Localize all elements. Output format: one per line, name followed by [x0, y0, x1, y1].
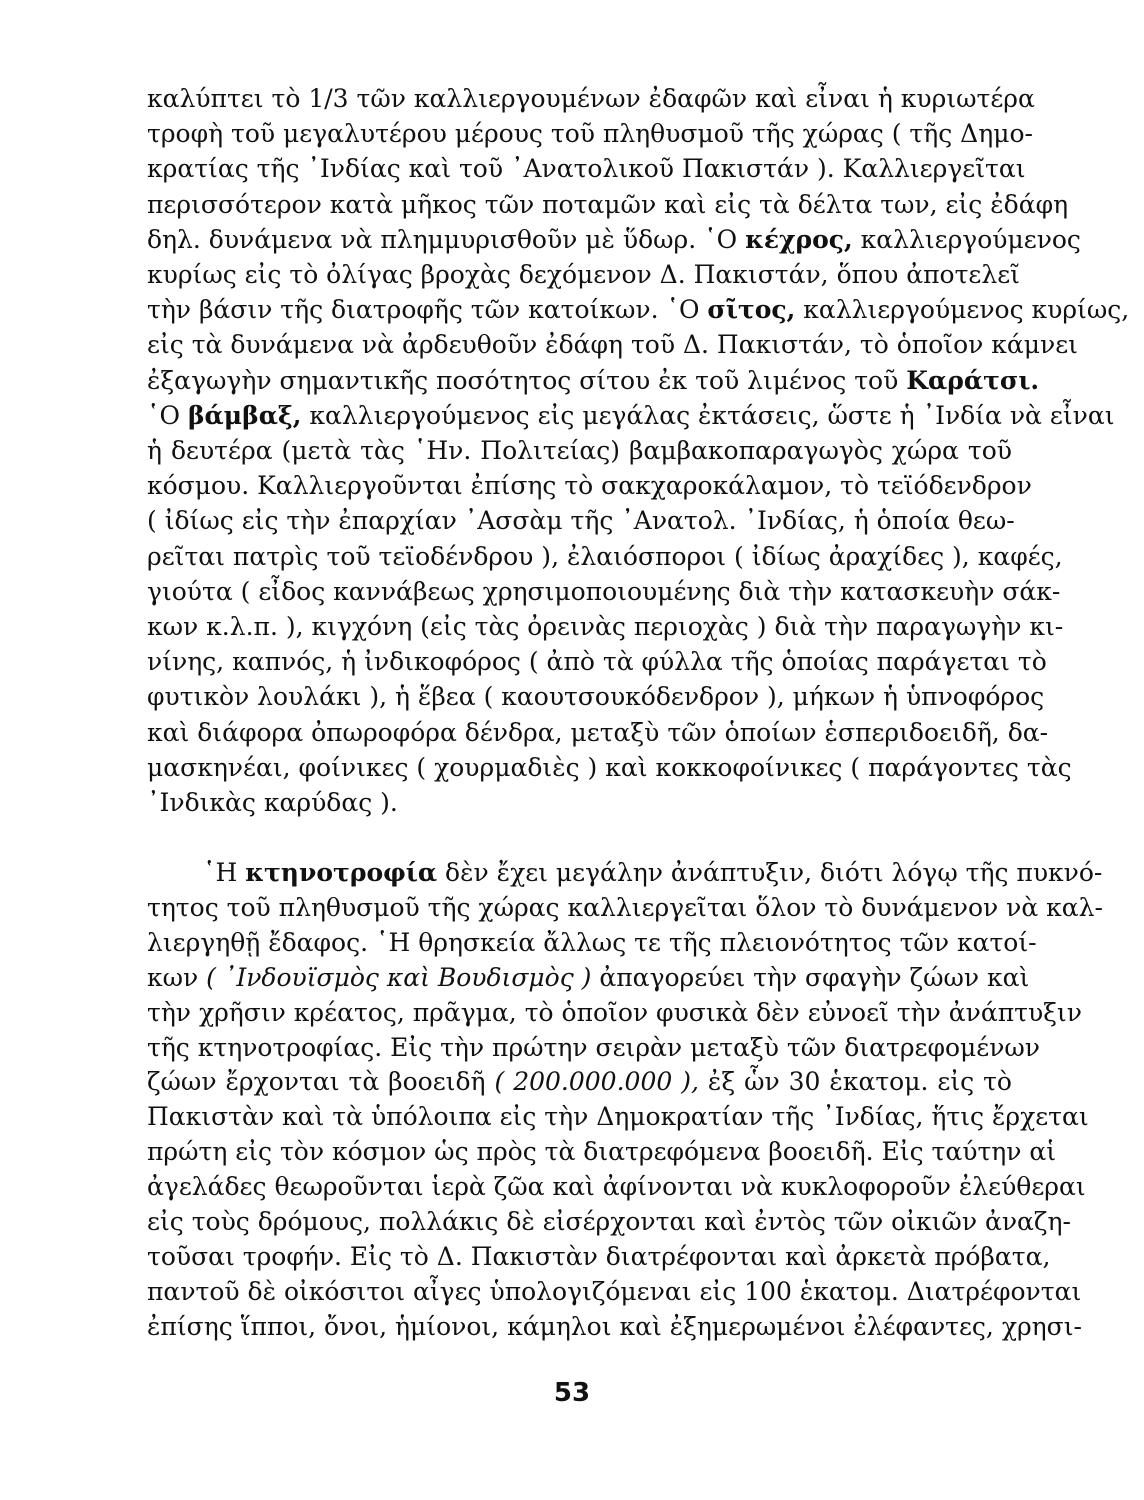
- bold-term: βάμβαξ,: [187, 401, 302, 430]
- text-line: δηλ. δυνάμενα νὰ πλημμυρισθοῦν μὲ ὕδωρ. ῾Ο κέχρος, καλλιεργούμενος: [147, 225, 1081, 254]
- text-line: ἐπίσης ἵπποι, ὄνοι, ἡμίονοι, κάμηλοι καὶ ἐξημερωμένοι ἐλέφαντες, χρησι-: [147, 1312, 1082, 1341]
- text-line: Πακιστὰν καὶ τὰ ὑπόλοιπα εἰς τὴν Δημοκρατίαν τῆς ᾿Ινδίας, ἥτις ἔρχεται: [147, 1102, 1089, 1131]
- text-line: ῾Η κτηνοτροφία δὲν ἔχει μεγάλην ἀνάπτυξιν, διότι λόγῳ τῆς πυκνό-: [203, 858, 1103, 887]
- italic-text: ( ᾿Ινδουϊσμὸς καὶ Βουδισμὸς ): [206, 963, 592, 992]
- text-line: γιούτα ( εἶδος καννάβεως χρησιμοποιουμένης διὰ τὴν κατασκευὴν σάκ-: [147, 577, 1061, 606]
- text-line: νίνης, καπνός, ἡ ἰνδικοφόρος ( ἀπὸ τὰ φύλλα τῆς ὁποίας παράγεται τὸ: [147, 647, 1047, 676]
- text-line: τροφὴ τοῦ μεγαλυτέρου μέρους τοῦ πληθυσμοῦ τῆς χώρας ( τῆς Δημο-: [147, 119, 1033, 148]
- bold-term: κτηνοτροφία: [245, 858, 438, 887]
- text-line: φυτικὸν λουλάκι ), ἡ ἕβεα ( καουτσουκόδενδρον ), μήκων ἡ ὑπνοφόρος: [147, 682, 1045, 711]
- text-line: ᾿Ινδικὰς καρύδας ).: [147, 788, 398, 817]
- text-line: ἡ δευτέρα (μετὰ τὰς ῾Ην. Πολιτείας) βαμβακοπαραγωγὸς χώρα τοῦ: [147, 436, 1012, 465]
- text-line: εἰς τὰ δυνάμενα νὰ ἀρδευθοῦν ἐδάφη τοῦ Δ. Πακιστάν, τὸ ὁποῖον κάμνει: [147, 330, 1078, 359]
- bold-term: Καράτσι.: [906, 366, 1040, 395]
- text-line: τοῦσαι τροφήν. Εἰς τὸ Δ. Πακιστὰν διατρέφονται καὶ ἀρκετὰ πρόβατα,: [147, 1242, 1051, 1271]
- text-line: καὶ διάφορα ὀπωροφόρα δένδρα, μεταξὺ τῶν ὁποίων ἑσπεριδοειδῆ, δα-: [147, 718, 1049, 747]
- text-line: ζώων ἔρχονται τὰ βοοειδῆ ( 200.000.000 ), ἐξ ὧν 30 ἑκατομ. εἰς τὸ: [147, 1067, 1012, 1096]
- text-line: μασκηνέαι, φοίνικες ( χουρμαδιὲς ) καὶ κοκκοφοίνικες ( παράγοντες τὰς: [147, 753, 1072, 782]
- text-line: ἀγελάδες θεωροῦνται ἱερὰ ζῶα καὶ ἀφίνονται νὰ κυκλοφοροῦν ἐλεύθεραι: [147, 1172, 1086, 1201]
- text-line: κρατίας τῆς ᾿Ινδίας καὶ τοῦ ᾿Ανατολικοῦ Πακιστάν ). Καλλιεργεῖται: [147, 154, 1026, 183]
- text-line: ῾Ο βάμβαξ, καλλιεργούμενος εἰς μεγάλας ἐκτάσεις, ὥστε ἡ ᾿Ινδία νὰ εἶναι: [147, 401, 1115, 430]
- page-number: 53: [553, 1378, 591, 1408]
- text-line: κυρίως εἰς τὸ ὀλίγας βροχὰς δεχόμενον Δ. Πακιστάν, ὅπου ἀποτελεῖ: [147, 260, 1020, 289]
- text-line: κων ( ᾿Ινδουϊσμὸς καὶ Βουδισμὸς ) ἀπαγορεύει τὴν σφαγὴν ζώων καὶ: [147, 963, 1030, 992]
- text-line: ρεῖται πατρὶς τοῦ τεϊοδένδρου ), ἐλαιόσποροι ( ἰδίως ἀραχίδες ), καφές,: [147, 542, 1063, 571]
- bold-term: κέχρος,: [745, 225, 853, 254]
- text-line: κόσμου. Καλλιεργοῦνται ἐπίσης τὸ σακχαροκάλαμον, τὸ τεϊόδενδρον: [147, 471, 1032, 500]
- text-line: τὴν βάσιν τῆς διατροφῆς τῶν κατοίκων. ῾Ο σῖτος, καλλιεργούμενος κυρίως,: [147, 295, 1130, 324]
- text-line: καλύπτει τὸ 1/3 τῶν καλλιεργουμένων ἐδαφῶν καὶ εἶναι ἡ κυριωτέρα: [147, 84, 1035, 113]
- text-line: τητος τοῦ πληθυσμοῦ τῆς χώρας καλλιεργεῖται ὅλον τὸ δυνάμενον νὰ καλ-: [147, 893, 1103, 922]
- text-line: τὴν χρῆσιν κρέατος, πρᾶγμα, τὸ ὁποῖον φυσικὰ δὲν εὐνοεῖ τὴν ἀνάπτυξιν: [147, 998, 1082, 1027]
- text-line: ἐξαγωγὴν σημαντικῆς ποσότητος σίτου ἐκ τοῦ λιμένος τοῦ Καράτσι.: [147, 366, 1040, 395]
- bold-term: σῖτος,: [707, 295, 796, 324]
- italic-text: ( 200.000.000 ),: [494, 1067, 699, 1096]
- text-line: εἰς τοὺς δρόμους, πολλάκις δὲ εἰσέρχονται καὶ ἐντὸς τῶν οἰκιῶν ἀναζη-: [147, 1207, 1071, 1236]
- text-line: περισσότερον κατὰ μῆκος τῶν ποταμῶν καὶ εἰς τὰ δέλτα των, εἰς ἐδάφη: [147, 190, 1069, 219]
- text-line: παντοῦ δὲ οἰκόσιτοι αἶγες ὑπολογιζόμεναι εἰς 100 ἑκατομ. Διατρέφονται: [147, 1277, 1082, 1306]
- text-line: πρώτη εἰς τὸν κόσμον ὡς πρὸς τὰ διατρεφόμενα βοοειδῆ. Εἰς ταύτην αἱ: [147, 1137, 1057, 1166]
- text-line: ( ἰδίως εἰς τὴν ἐπαρχίαν ᾿Ασσὰμ τῆς ᾿Ανατολ. ᾿Ινδίας, ἡ ὁποία θεω-: [147, 506, 1015, 535]
- text-line: κων κ.λ.π. ), κιγχόνη (εἰς τὰς ὀρεινὰς περιοχὰς ) διὰ τὴν παραγωγὴν κι-: [147, 612, 1064, 641]
- text-line: λιεργηθῇ ἔδαφος. ῾Η θρησκεία ἄλλως τε τῆς πλειονότητος τῶν κατοί-: [147, 928, 1037, 957]
- text-line: τῆς κτηνοτροφίας. Εἰς τὴν πρώτην σειρὰν μεταξὺ τῶν διατρεφομένων: [147, 1033, 1041, 1062]
